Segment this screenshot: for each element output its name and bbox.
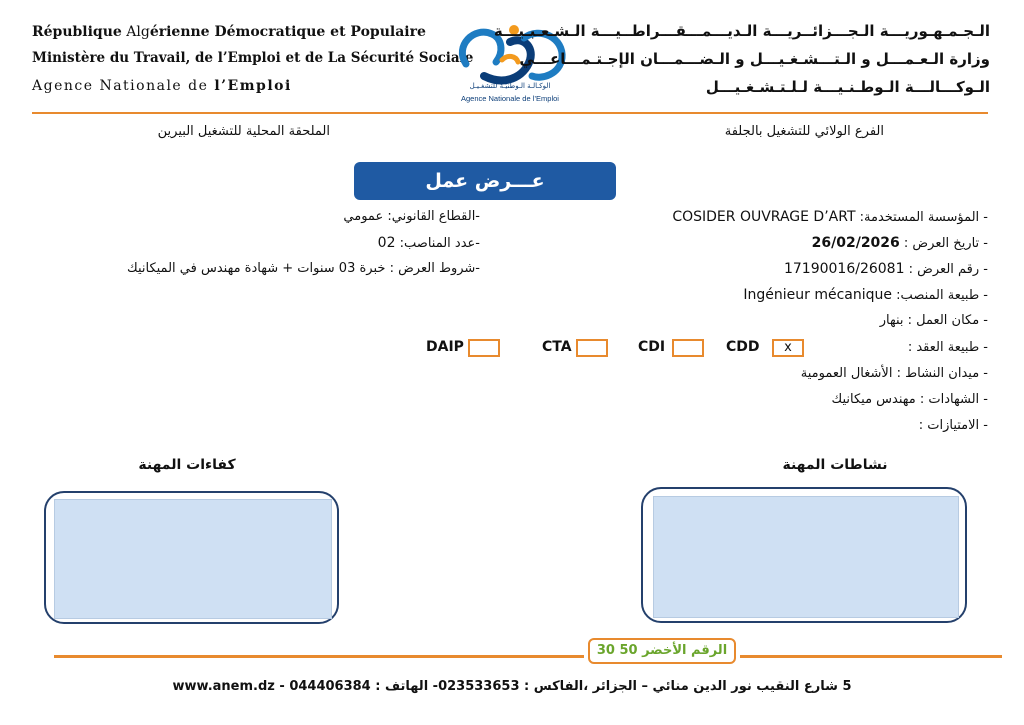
field-position-value: Ingénieur mécanique (743, 287, 893, 303)
header-fr-democratique: Démocratique et Populaire (209, 24, 426, 40)
header-ar-line2: وزارة الـعـمـــل و الـتـــشـغـيـــل و الـضـــمـــان الإجـتـمـــاعـــي (519, 50, 990, 68)
skills-panel-content[interactable] (54, 499, 332, 619)
field-benefits-label: - الامتيازات : (918, 418, 988, 433)
logo-caption-ar: الوكـالـة الـوطنيّـة للتشغـيـل (469, 82, 551, 90)
header-fr-alg: Alg (121, 24, 150, 40)
header-divider (32, 112, 988, 114)
logo-caption-fr: Agence Nationale de l’Emploi (461, 94, 559, 103)
green-number-badge: الرقم الأخضر 50 30 (588, 638, 736, 664)
header-fr-line3 (32, 78, 292, 94)
field-employer (672, 209, 988, 225)
field-position-label: - طبيعة المنصب: (896, 288, 988, 303)
field-workplace (880, 313, 988, 328)
field-offer-number-label: - رقم العرض : (908, 262, 988, 277)
header-fr-line1 (32, 24, 426, 40)
field-offer-conditions (127, 261, 480, 276)
skills-panel (44, 491, 339, 624)
field-positions-count-label: -عدد المناصب: (399, 236, 480, 251)
footer-line-left (54, 655, 584, 658)
header-ar-line1: الـجـمـهـوريـــة الـجـــزائــريـــة الـديـــمـــقـــراطــيـــة الـشـعـبـيـــة (493, 22, 990, 40)
header-ar-line3: الـوكـــالـــة الـوطـنـيـــة لـلـتـشـغـيـــل (705, 78, 990, 96)
field-diplomas-value: مهندس ميكانيك (831, 392, 916, 407)
field-workplace-label: - مكان العمل : (907, 313, 988, 328)
contract-daip-checkbox[interactable] (468, 339, 500, 357)
field-diplomas-label: - الشهادات : (919, 392, 988, 407)
footer-line-right (740, 655, 1002, 658)
activities-title: نشاطات المهنة (782, 457, 888, 473)
field-legal-sector (343, 209, 480, 224)
field-activity-domain-value: الأشغال العمومية (800, 366, 893, 381)
contract-cdi-checkbox[interactable] (672, 339, 704, 357)
field-diplomas (832, 392, 988, 407)
field-positions-count (378, 235, 480, 251)
header-fr-agence: Agence Nationale de (32, 78, 215, 94)
field-activity-domain-label: - ميدان النشاط : (896, 366, 988, 381)
contract-cta-checkbox[interactable] (576, 339, 608, 357)
field-contract-type-label: - طبيعة العقد : (907, 340, 988, 355)
field-offer-number (784, 261, 988, 277)
contract-daip-label: DAIP (426, 339, 464, 355)
contract-cdi-label: CDI (638, 339, 666, 355)
contract-cdd-checkbox[interactable]: x (772, 339, 804, 357)
field-contract-type (908, 340, 988, 355)
field-offer-date-label: - تاريخ العرض : (903, 236, 988, 251)
header-fr-erienne: érienne (149, 24, 210, 40)
header-fr-emploi: l’Emploi (214, 78, 292, 94)
skills-title: كفاءات المهنة (138, 457, 236, 473)
field-offer-conditions-value: خبرة 03 سنوات + شهادة مهندس في الميكانيك (127, 261, 386, 276)
header-fr-line2: Ministère du Travail, de l’Emploi et de La Sécurité Sociale (32, 50, 474, 66)
header-fr-republique: République (32, 24, 122, 40)
branch-left: الملحقة المحلية للتشغيل البيرين (157, 124, 330, 139)
field-employer-label: - المؤسسة المستخدمة: (859, 210, 988, 225)
footer-address: 5 شارع النقيب نور الدين منائي – الجزائر ،الفاكس : 023533653- الهاتف : 044406384 - www.anem.dz (172, 679, 852, 694)
field-legal-sector-label: -القطاع القانوني: (387, 209, 480, 224)
field-offer-conditions-label: -شروط العرض : (389, 261, 480, 276)
field-activity-domain (801, 366, 988, 381)
contract-cta-label: CTA (542, 339, 572, 355)
branch-right: الفرع الولائي للتشغيل بالجلفة (724, 124, 884, 139)
field-positions-count-value: 02 (377, 235, 396, 251)
field-offer-number-value: 17190016/26081 (783, 261, 905, 277)
field-workplace-value: بنهار (879, 313, 904, 328)
page-title: عـــرض عمل (354, 162, 616, 200)
field-offer-date (812, 235, 988, 251)
field-position (743, 287, 988, 303)
contract-cdd-label: CDD (726, 339, 760, 355)
field-offer-date-value: 26/02/2026 (811, 235, 900, 251)
field-benefits (919, 418, 988, 433)
field-legal-sector-value: عمومي (343, 209, 384, 224)
field-employer-value: COSIDER OUVRAGE D’ART (672, 209, 856, 225)
activities-panel (641, 487, 967, 623)
activities-panel-content[interactable] (653, 496, 959, 618)
